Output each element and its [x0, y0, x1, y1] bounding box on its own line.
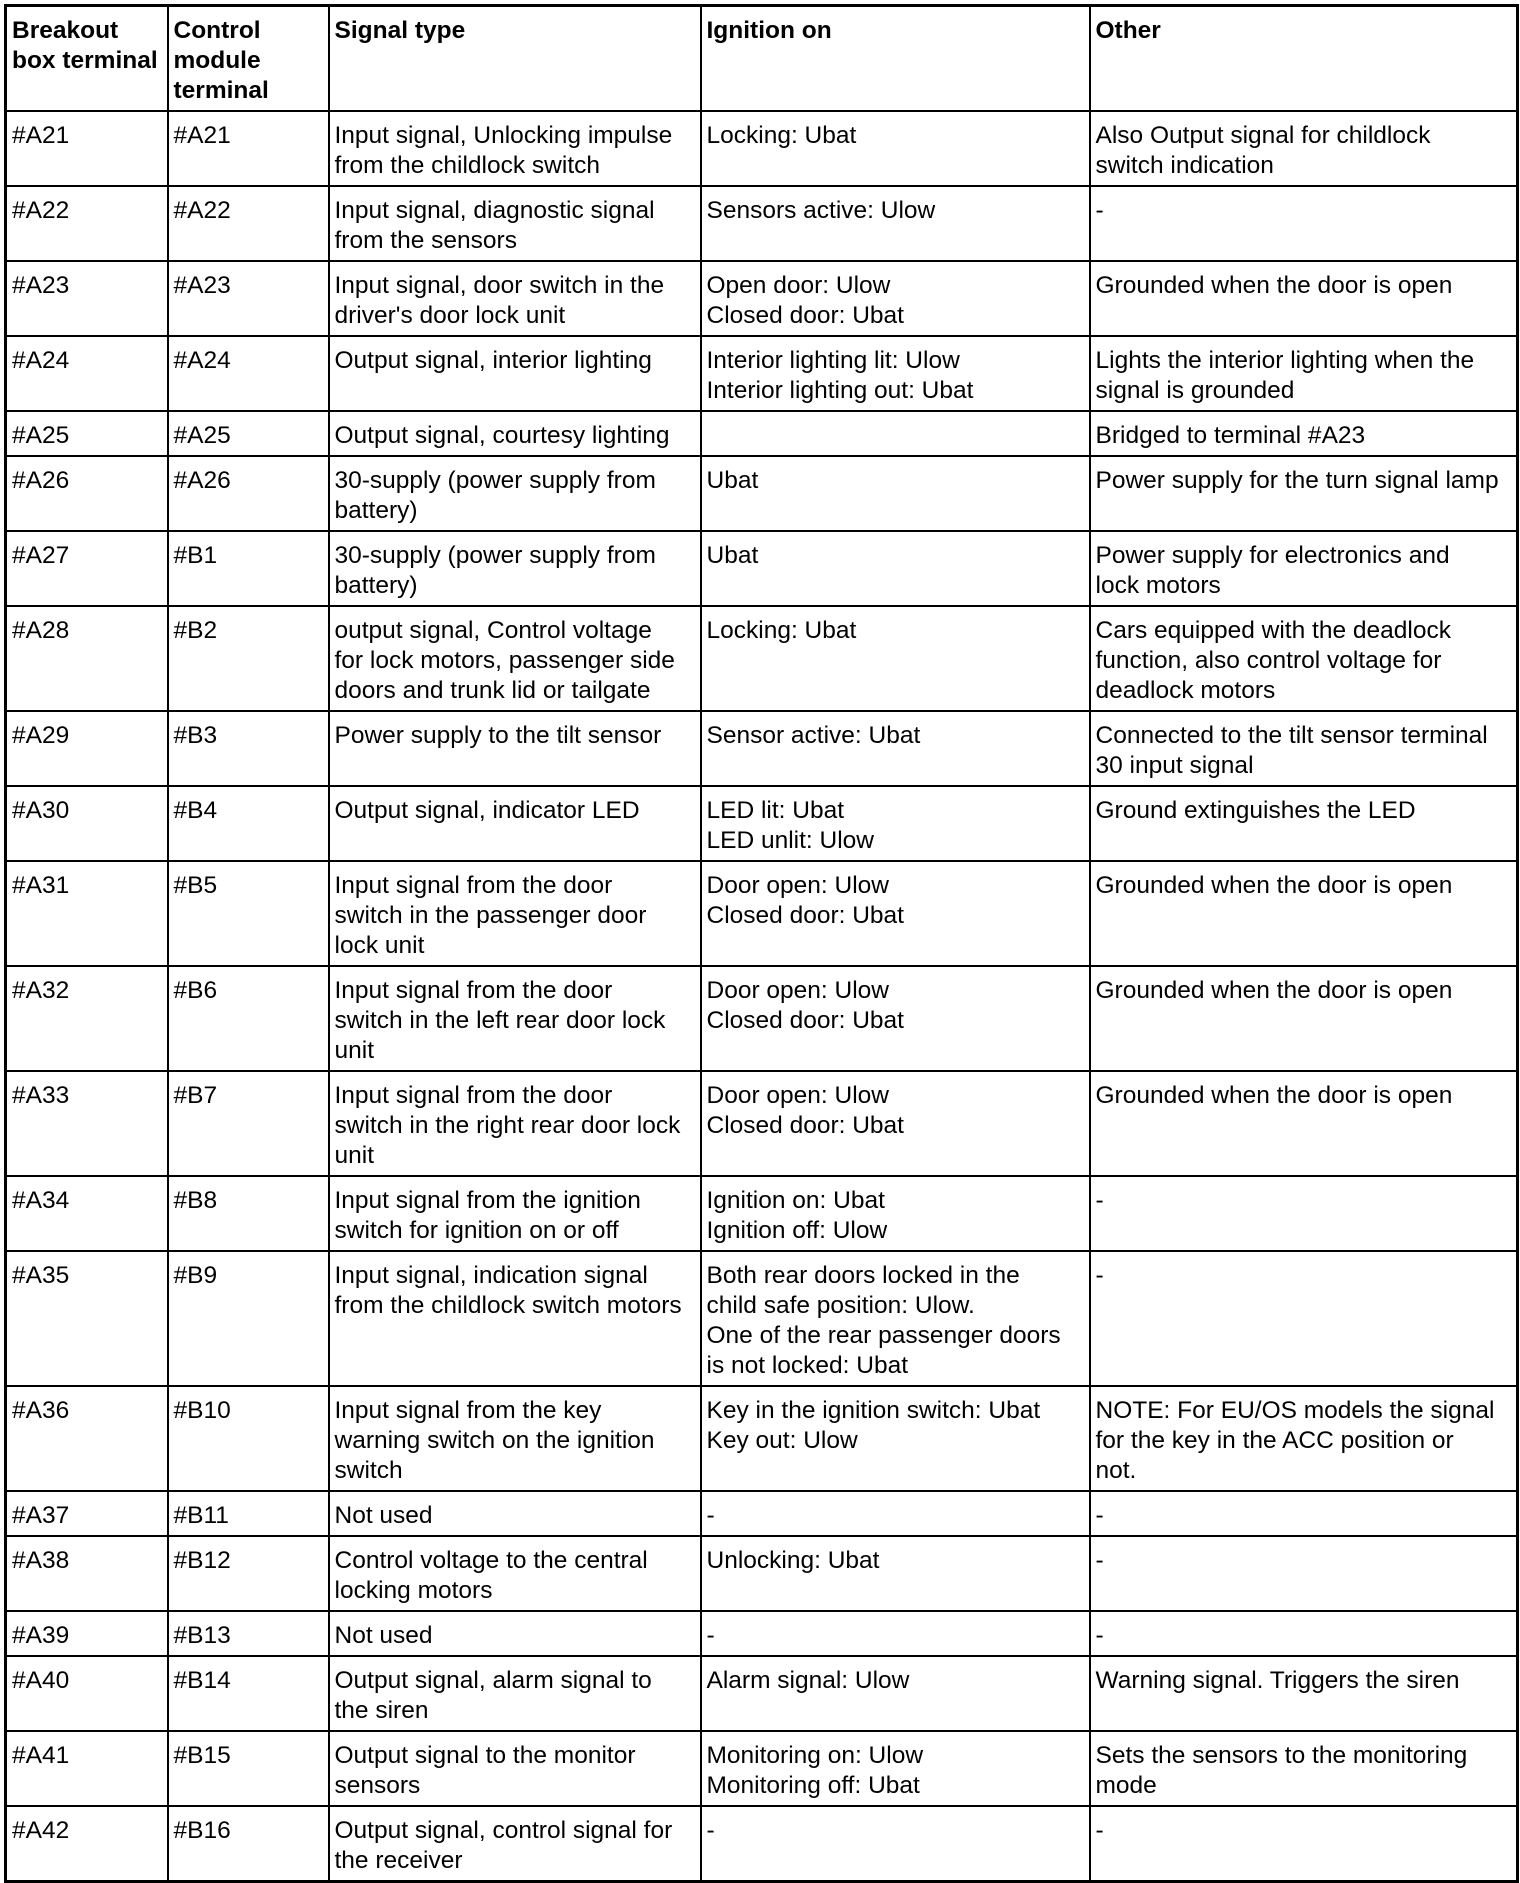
table-row — [6, 111, 1518, 186]
signal-type-cell: Input signal, door switch in the driver's door lock unit — [329, 261, 701, 336]
signal-type-cell: 30-supply (power supply from battery) — [329, 531, 701, 606]
breakout-terminal-cell: #A36 — [6, 1386, 168, 1491]
table-row — [6, 1611, 1518, 1656]
signal-type-cell: Input signal from the door switch in the passenger door lock unit — [329, 861, 701, 966]
breakout-terminal-cell: #A31 — [6, 861, 168, 966]
other-cell: - — [1090, 1176, 1518, 1251]
ignition-on-cell: LED lit: Ubat LED unlit: Ulow — [701, 786, 1090, 861]
table-row — [6, 411, 1518, 456]
signal-type-cell: Input signal from the key warning switch on the ignition switch — [329, 1386, 701, 1491]
signal-type-cell: Output signal, indicator LED — [329, 786, 701, 861]
ignition-on-cell: Both rear doors locked in the child safe position: Ulow. One of the rear passenger doors is not locked: Ubat — [701, 1251, 1090, 1386]
table-row — [6, 861, 1518, 966]
table-row — [6, 1386, 1518, 1491]
signal-type-cell: 30-supply (power supply from battery) — [329, 456, 701, 531]
other-cell: Bridged to terminal #A23 — [1090, 411, 1518, 456]
control-module-terminal-cell: #B9 — [168, 1251, 329, 1386]
signal-type-cell: Output signal, control signal for the receiver — [329, 1806, 701, 1882]
table-row — [6, 531, 1518, 606]
table-body — [6, 111, 1518, 1882]
table-row — [6, 186, 1518, 261]
ignition-on-cell: Locking: Ubat — [701, 606, 1090, 711]
other-cell: Power supply for electronics and lock motors — [1090, 531, 1518, 606]
signal-type-cell: Input signal from the door switch in the left rear door lock unit — [329, 966, 701, 1071]
control-module-terminal-cell: #A22 — [168, 186, 329, 261]
control-module-terminal-cell: #B6 — [168, 966, 329, 1071]
ignition-on-cell: Monitoring on: Ulow Monitoring off: Ubat — [701, 1731, 1090, 1806]
other-cell: - — [1090, 1806, 1518, 1882]
signal-type-cell: Input signal from the door switch in the right rear door lock unit — [329, 1071, 701, 1176]
other-cell: Also Output signal for childlock switch indication — [1090, 111, 1518, 186]
terminal-table — [4, 4, 1519, 1883]
ignition-on-cell: Ignition on: Ubat Ignition off: Ulow — [701, 1176, 1090, 1251]
page — [4, 4, 1516, 1874]
ignition-on-cell: Interior lighting lit: Ulow Interior lighting out: Ubat — [701, 336, 1090, 411]
breakout-terminal-cell: #A27 — [6, 531, 168, 606]
table-row — [6, 1251, 1518, 1386]
table-row — [6, 1806, 1518, 1882]
breakout-terminal-cell: #A42 — [6, 1806, 168, 1882]
breakout-terminal-cell: #A21 — [6, 111, 168, 186]
other-cell: Ground extinguishes the LED — [1090, 786, 1518, 861]
ignition-on-cell: Locking: Ubat — [701, 111, 1090, 186]
signal-type-cell: Output signal, interior lighting — [329, 336, 701, 411]
table-row — [6, 1491, 1518, 1536]
breakout-terminal-cell: #A35 — [6, 1251, 168, 1386]
signal-type-cell: Control voltage to the central locking motors — [329, 1536, 701, 1611]
breakout-terminal-cell: #A24 — [6, 336, 168, 411]
control-module-terminal-cell: #B15 — [168, 1731, 329, 1806]
other-cell: - — [1090, 1536, 1518, 1611]
control-module-terminal-cell: #B11 — [168, 1491, 329, 1536]
other-cell: Grounded when the door is open — [1090, 261, 1518, 336]
signal-type-cell: Input signal, diagnostic signal from the sensors — [329, 186, 701, 261]
table-row — [6, 1656, 1518, 1731]
control-module-terminal-cell: #B14 — [168, 1656, 329, 1731]
breakout-terminal-cell: #A40 — [6, 1656, 168, 1731]
ignition-on-cell: Ubat — [701, 456, 1090, 531]
ignition-on-cell — [701, 411, 1090, 456]
ignition-on-cell: Unlocking: Ubat — [701, 1536, 1090, 1611]
control-module-terminal-cell: #B16 — [168, 1806, 329, 1882]
header-signal-type: Signal type — [329, 6, 701, 112]
table-row — [6, 966, 1518, 1071]
ignition-on-cell: Ubat — [701, 531, 1090, 606]
control-module-terminal-cell: #A24 — [168, 336, 329, 411]
ignition-on-cell: Key in the ignition switch: Ubat Key out: Ulow — [701, 1386, 1090, 1491]
signal-type-cell: Power supply to the tilt sensor — [329, 711, 701, 786]
other-cell: NOTE: For EU/OS models the signal for the key in the ACC position or not. — [1090, 1386, 1518, 1491]
other-cell: Cars equipped with the deadlock function, also control voltage for deadlock motors — [1090, 606, 1518, 711]
breakout-terminal-cell: #A33 — [6, 1071, 168, 1176]
signal-type-cell: Output signal to the monitor sensors — [329, 1731, 701, 1806]
breakout-terminal-cell: #A34 — [6, 1176, 168, 1251]
table-row — [6, 786, 1518, 861]
breakout-terminal-cell: #A39 — [6, 1611, 168, 1656]
ignition-on-cell: Door open: Ulow Closed door: Ubat — [701, 1071, 1090, 1176]
breakout-terminal-cell: #A38 — [6, 1536, 168, 1611]
control-module-terminal-cell: #B7 — [168, 1071, 329, 1176]
ignition-on-cell: Door open: Ulow Closed door: Ubat — [701, 966, 1090, 1071]
table-row — [6, 1536, 1518, 1611]
control-module-terminal-cell: #A25 — [168, 411, 329, 456]
control-module-terminal-cell: #B13 — [168, 1611, 329, 1656]
signal-type-cell: Input signal, Unlocking impulse from the childlock switch — [329, 111, 701, 186]
control-module-terminal-cell: #B12 — [168, 1536, 329, 1611]
control-module-terminal-cell: #A26 — [168, 456, 329, 531]
other-cell: - — [1090, 1491, 1518, 1536]
header-breakout-box-terminal: Breakout box terminal — [6, 6, 168, 112]
breakout-terminal-cell: #A22 — [6, 186, 168, 261]
control-module-terminal-cell: #B3 — [168, 711, 329, 786]
other-cell: Grounded when the door is open — [1090, 861, 1518, 966]
breakout-terminal-cell: #A29 — [6, 711, 168, 786]
other-cell: Grounded when the door is open — [1090, 966, 1518, 1071]
other-cell: - — [1090, 186, 1518, 261]
table-row — [6, 336, 1518, 411]
ignition-on-cell: - — [701, 1806, 1090, 1882]
control-module-terminal-cell: #B10 — [168, 1386, 329, 1491]
ignition-on-cell: Alarm signal: Ulow — [701, 1656, 1090, 1731]
ignition-on-cell: Sensors active: Ulow — [701, 186, 1090, 261]
table-row — [6, 1176, 1518, 1251]
control-module-terminal-cell: #B4 — [168, 786, 329, 861]
table-row — [6, 456, 1518, 531]
signal-type-cell: Input signal, indication signal from the childlock switch motors — [329, 1251, 701, 1386]
breakout-terminal-cell: #A41 — [6, 1731, 168, 1806]
control-module-terminal-cell: #A23 — [168, 261, 329, 336]
breakout-terminal-cell: #A28 — [6, 606, 168, 711]
control-module-terminal-cell: #B8 — [168, 1176, 329, 1251]
other-cell: Connected to the tilt sensor terminal 30 input signal — [1090, 711, 1518, 786]
breakout-terminal-cell: #A26 — [6, 456, 168, 531]
table-row — [6, 711, 1518, 786]
other-cell: Grounded when the door is open — [1090, 1071, 1518, 1176]
signal-type-cell: Not used — [329, 1491, 701, 1536]
ignition-on-cell: Sensor active: Ubat — [701, 711, 1090, 786]
signal-type-cell: Not used — [329, 1611, 701, 1656]
table-row — [6, 1071, 1518, 1176]
ignition-on-cell: - — [701, 1611, 1090, 1656]
breakout-terminal-cell: #A32 — [6, 966, 168, 1071]
control-module-terminal-cell: #B2 — [168, 606, 329, 711]
other-cell: Lights the interior lighting when the signal is grounded — [1090, 336, 1518, 411]
signal-type-cell: Input signal from the ignition switch for ignition on or off — [329, 1176, 701, 1251]
breakout-terminal-cell: #A25 — [6, 411, 168, 456]
breakout-terminal-cell: #A30 — [6, 786, 168, 861]
other-cell: Power supply for the turn signal lamp — [1090, 456, 1518, 531]
breakout-terminal-cell: #A23 — [6, 261, 168, 336]
table-row — [6, 606, 1518, 711]
control-module-terminal-cell: #A21 — [168, 111, 329, 186]
other-cell: Sets the sensors to the monitoring mode — [1090, 1731, 1518, 1806]
breakout-terminal-cell: #A37 — [6, 1491, 168, 1536]
ignition-on-cell: Door open: Ulow Closed door: Ubat — [701, 861, 1090, 966]
control-module-terminal-cell: #B1 — [168, 531, 329, 606]
table-header-row — [6, 6, 1518, 112]
header-control-module-terminal: Control module terminal — [168, 6, 329, 112]
ignition-on-cell: Open door: Ulow Closed door: Ubat — [701, 261, 1090, 336]
signal-type-cell: Output signal, alarm signal to the siren — [329, 1656, 701, 1731]
signal-type-cell: Output signal, courtesy lighting — [329, 411, 701, 456]
table-row — [6, 1731, 1518, 1806]
other-cell: - — [1090, 1251, 1518, 1386]
other-cell: Warning signal. Triggers the siren — [1090, 1656, 1518, 1731]
signal-type-cell: output signal, Control voltage for lock motors, passenger side doors and trunk lid or tailgate — [329, 606, 701, 711]
ignition-on-cell: - — [701, 1491, 1090, 1536]
control-module-terminal-cell: #B5 — [168, 861, 329, 966]
header-other: Other — [1090, 6, 1518, 112]
other-cell: - — [1090, 1611, 1518, 1656]
header-ignition-on: Ignition on — [701, 6, 1090, 112]
table-row — [6, 261, 1518, 336]
